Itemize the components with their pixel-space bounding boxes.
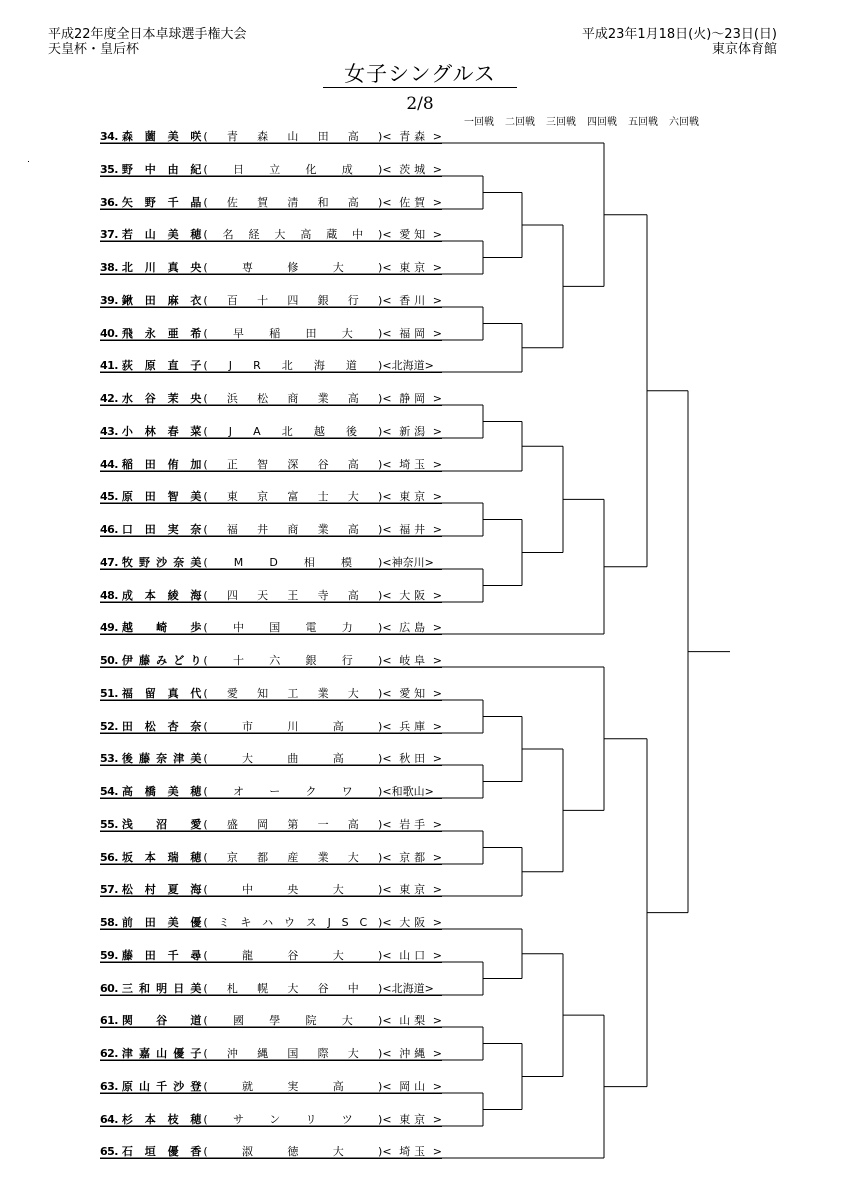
player-seed: 57. — [100, 883, 118, 896]
player-prefecture: < 大 阪 > — [382, 916, 443, 929]
player-name: 津 嘉 山 優 子 — [121, 1047, 202, 1060]
player-seed: 35. — [100, 163, 118, 176]
player-prefecture: <和歌山> — [382, 785, 434, 798]
player-name: 若 山 美 穂 — [121, 228, 202, 241]
player-prefecture: < 福 岡 > — [382, 327, 443, 340]
player-prefecture: < 岡 山 > — [382, 1080, 443, 1093]
player-seed: 58. — [100, 916, 118, 929]
player-seed: 48. — [100, 589, 118, 602]
player-team: ( 中 央 大 ) — [203, 883, 383, 896]
player-seed: 60. — [100, 982, 118, 995]
player-name: 牧 野 沙 奈 美 — [121, 556, 202, 569]
player-team: ( 早 稲 田 大 ) — [203, 327, 383, 340]
player-team: ( 愛 知 工 業 大 ) — [203, 687, 383, 700]
player-seed: 55. — [100, 818, 118, 831]
player-prefecture: < 佐 賀 > — [382, 196, 443, 209]
player-name: 関 谷 道 — [121, 1014, 202, 1027]
player-prefecture: < 兵 庫 > — [382, 720, 443, 733]
player-name: 杉 本 枝 穂 — [121, 1113, 202, 1126]
player-seed: 34. — [100, 130, 118, 143]
player-seed: 47. — [100, 556, 118, 569]
player-prefecture: < 山 口 > — [382, 949, 443, 962]
player-prefecture: < 岩 手 > — [382, 818, 443, 831]
player-seed: 42. — [100, 392, 118, 405]
player-name: 田 松 杏 奈 — [121, 720, 202, 733]
player-team: ( 青 森 山 田 高 ) — [203, 130, 383, 143]
player-name: 稲 田 侑 加 — [121, 458, 202, 471]
event-dates: 平成23年1月18日(火)～23日(日) — [581, 27, 777, 42]
player-team: ( 東 京 富 士 大 ) — [203, 490, 383, 503]
player-prefecture: < 秋 田 > — [382, 752, 443, 765]
player-name: 森 薗 美 咲 — [121, 130, 202, 143]
player-seed: 44. — [100, 458, 118, 471]
player-seed: 56. — [100, 851, 118, 864]
player-team: ( 福 井 商 業 高 ) — [203, 523, 383, 536]
player-team: ( 専 修 大 ) — [203, 261, 383, 274]
player-prefecture: < 新 潟 > — [382, 425, 443, 438]
player-seed: 53. — [100, 752, 118, 765]
player-name: 原 山 千 沙 登 — [121, 1080, 202, 1093]
player-prefecture: <神奈川> — [382, 556, 434, 569]
player-team: ( 京 都 産 業 大 ) — [203, 851, 383, 864]
player-prefecture: < 愛 知 > — [382, 687, 443, 700]
player-name: 荻 原 直 子 — [121, 359, 202, 372]
player-seed: 39. — [100, 294, 118, 307]
player-prefecture: < 香 川 > — [382, 294, 443, 307]
player-name: 坂 本 瑞 穂 — [121, 851, 202, 864]
round-label: 五回戦 — [628, 117, 658, 128]
player-team: ( 正 智 深 谷 高 ) — [203, 458, 383, 471]
player-team: ( サ ン リ ツ ) — [203, 1113, 383, 1126]
player-team: ( 龍 谷 大 ) — [203, 949, 383, 962]
player-team: ( 盛 岡 第 一 高 ) — [203, 818, 383, 831]
cup-name: 天皇杯・皇后杯 — [48, 42, 140, 57]
player-prefecture: < 大 阪 > — [382, 589, 443, 602]
player-seed: 40. — [100, 327, 118, 340]
player-prefecture: < 静 岡 > — [382, 392, 443, 405]
player-name: 藤 田 千 尋 — [121, 949, 202, 962]
player-team: ( M D 相 模 ) — [203, 556, 383, 569]
player-name: 口 田 実 奈 — [121, 523, 202, 536]
player-name: 三 和 明 日 美 — [121, 982, 202, 995]
player-seed: 36. — [100, 196, 118, 209]
stray-dot — [28, 161, 29, 162]
event-name: 平成22年度全日本卓球選手権大会 — [48, 27, 247, 42]
player-team: ( 淑 徳 大 ) — [203, 1145, 383, 1158]
player-name: 伊 藤 み ど り — [121, 654, 202, 667]
player-seed: 50. — [100, 654, 118, 667]
round-label: 一回戦 — [464, 117, 494, 128]
player-seed: 46. — [100, 523, 118, 536]
player-seed: 63. — [100, 1080, 118, 1093]
player-prefecture: <北海道> — [382, 982, 434, 995]
player-prefecture: < 東 京 > — [382, 261, 443, 274]
player-team: ( 札 幌 大 谷 中 ) — [203, 982, 383, 995]
player-name: 松 村 夏 海 — [121, 883, 202, 896]
player-prefecture: < 青 森 > — [382, 130, 443, 143]
player-prefecture: <北海道> — [382, 359, 434, 372]
player-name: 野 中 由 紀 — [121, 163, 202, 176]
player-prefecture: < 東 京 > — [382, 1113, 443, 1126]
round-label: 四回戦 — [587, 117, 617, 128]
player-prefecture: < 東 京 > — [382, 490, 443, 503]
player-name: 福 留 真 代 — [121, 687, 202, 700]
player-seed: 64. — [100, 1113, 118, 1126]
player-seed: 49. — [100, 621, 118, 634]
player-name: 成 本 綾 海 — [121, 589, 202, 602]
player-prefecture: < 京 都 > — [382, 851, 443, 864]
player-seed: 62. — [100, 1047, 118, 1060]
player-name: 矢 野 千 晶 — [121, 196, 202, 209]
player-team: ( J A 北 越 後 ) — [203, 425, 383, 438]
player-prefecture: < 埼 玉 > — [382, 1145, 443, 1158]
player-team: ( J R 北 海 道 ) — [203, 359, 383, 372]
player-prefecture: < 岐 阜 > — [382, 654, 443, 667]
player-team: ( 四 天 王 寺 高 ) — [203, 589, 383, 602]
player-prefecture: < 茨 城 > — [382, 163, 443, 176]
player-team: ( 佐 賀 清 和 高 ) — [203, 196, 383, 209]
player-team: ( 名 経 大 高 蔵 中 ) — [203, 228, 383, 241]
player-name: 原 田 智 美 — [121, 490, 202, 503]
player-prefecture: < 広 島 > — [382, 621, 443, 634]
player-team: ( 市 川 高 ) — [203, 720, 383, 733]
player-seed: 45. — [100, 490, 118, 503]
player-prefecture: < 東 京 > — [382, 883, 443, 896]
player-name: 水 谷 茉 央 — [121, 392, 202, 405]
page-number: 2/8 — [406, 94, 434, 114]
round-label: 二回戦 — [505, 117, 535, 128]
round-label: 三回戦 — [546, 117, 576, 128]
player-team: ( 十 六 銀 行 ) — [203, 654, 383, 667]
player-team: ( ミ キ ハ ウ ス J S C ) — [203, 916, 383, 929]
player-seed: 41. — [100, 359, 118, 372]
player-seed: 43. — [100, 425, 118, 438]
player-seed: 52. — [100, 720, 118, 733]
player-team: ( 百 十 四 銀 行 ) — [203, 294, 383, 307]
player-prefecture: < 福 井 > — [382, 523, 443, 536]
player-seed: 37. — [100, 228, 118, 241]
player-prefecture: < 埼 玉 > — [382, 458, 443, 471]
player-team: ( 日 立 化 成 ) — [203, 163, 383, 176]
player-team: ( 國 學 院 大 ) — [203, 1014, 383, 1027]
player-team: ( 沖 縄 国 際 大 ) — [203, 1047, 383, 1060]
player-seed: 59. — [100, 949, 118, 962]
round-label: 六回戦 — [669, 117, 699, 128]
player-name: 小 林 春 菜 — [121, 425, 202, 438]
player-name: 浅 沼 愛 — [121, 818, 202, 831]
player-seed: 61. — [100, 1014, 118, 1027]
player-name: 高 橋 美 穂 — [121, 785, 202, 798]
player-team: ( 就 実 高 ) — [203, 1080, 383, 1093]
player-seed: 51. — [100, 687, 118, 700]
player-prefecture: < 山 梨 > — [382, 1014, 443, 1027]
player-name: 鍬 田 麻 衣 — [121, 294, 202, 307]
player-name: 前 田 美 優 — [121, 916, 202, 929]
player-name: 後 藤 奈 津 美 — [121, 752, 202, 765]
player-team: ( 大 曲 高 ) — [203, 752, 383, 765]
player-name: 飛 永 亜 希 — [121, 327, 202, 340]
player-seed: 54. — [100, 785, 118, 798]
player-name: 越 崎 歩 — [121, 621, 202, 634]
venue: 東京体育館 — [711, 42, 777, 57]
player-seed: 65. — [100, 1145, 118, 1158]
player-seed: 38. — [100, 261, 118, 274]
player-team: ( オ ー ク ワ ) — [203, 785, 383, 798]
player-team: ( 浜 松 商 業 高 ) — [203, 392, 383, 405]
player-name: 北 川 真 央 — [121, 261, 202, 274]
player-prefecture: < 沖 縄 > — [382, 1047, 443, 1060]
page-title: 女子シングルス — [323, 62, 517, 88]
player-prefecture: < 愛 知 > — [382, 228, 443, 241]
player-team: ( 中 国 電 力 ) — [203, 621, 383, 634]
player-name: 石 垣 優 香 — [121, 1145, 202, 1158]
